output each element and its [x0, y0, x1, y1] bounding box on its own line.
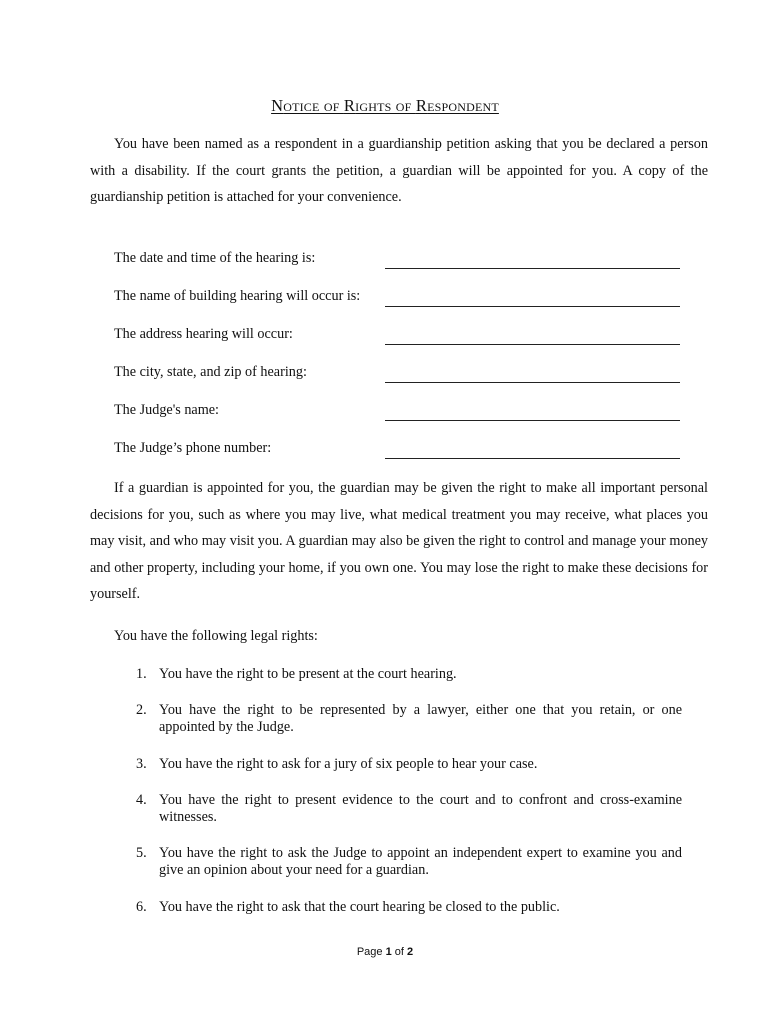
title-part: otice of	[283, 96, 344, 115]
list-text: You have the right to be present at the court hearing.	[159, 666, 457, 682]
list-text: You have the right to ask the Judge to appoint an independent expert to examine you and give an opinion about your need for a guardian.	[159, 845, 682, 878]
fill-in-line[interactable]	[385, 382, 680, 383]
list-number: 2.	[136, 702, 147, 718]
field-label: The name of building hearing will occur is:	[114, 288, 361, 304]
fill-in-line[interactable]	[385, 458, 680, 459]
hearing-address-field	[114, 326, 680, 348]
list-text: You have the right to ask that the court hearing be closed to the public.	[159, 899, 560, 915]
judge-name-field	[114, 402, 680, 424]
field-label: The Judge’s phone number:	[114, 440, 272, 456]
list-text: You have the right to ask for a jury of six people to hear your case.	[159, 756, 538, 772]
list-text: You have the right to be represented by a lawyer, either one that you retain, or one appointed by the Judge.	[159, 702, 682, 735]
title-part: R	[343, 96, 356, 115]
total-page-count: 2	[407, 946, 414, 958]
fill-in-line[interactable]	[385, 420, 680, 421]
list-text: You have the right to present evidence to the court and to confront and cross-examine witnesses.	[159, 792, 682, 825]
title-part: R	[415, 96, 428, 115]
field-label: The address hearing will occur:	[114, 326, 293, 342]
fill-in-line[interactable]	[385, 268, 680, 269]
fill-in-line[interactable]	[385, 344, 680, 345]
field-label: The Judge's name:	[114, 402, 219, 418]
title-part: espondent	[427, 96, 499, 115]
page-word: Page	[356, 946, 383, 958]
list-number: 5.	[136, 845, 147, 861]
document-title	[0, 96, 770, 116]
list-number: 1.	[136, 666, 147, 682]
guardian-paragraph: If a guardian is appointed for you, the guardian may be given the right to make all important personal decisions for you, such as where you may live, what medical treatment you may receive, what places you may visit, and who may visit you. A guardian may also be given the right to control and manage your money and other property, including your home, if you own one. You may lose the right to make these decisions for yourself.	[90, 480, 708, 603]
hearing-building-field	[114, 288, 680, 310]
list-number: 6.	[136, 899, 147, 915]
title-part: ights of	[355, 96, 416, 115]
title-part: N	[271, 96, 284, 115]
list-number: 3.	[136, 756, 147, 772]
hearing-city-field	[114, 364, 680, 386]
hearing-date-field	[114, 250, 680, 272]
field-label: The date and time of the hearing is:	[114, 250, 316, 266]
intro-paragraph: You have been named as a respondent in a guardianship petition asking that you be declared a person with a disability. If the court grants the petition, a guardian will be appointed for you. A copy of the guardianship petition is attached for your convenience.	[90, 136, 708, 206]
of-word: of	[394, 946, 404, 958]
field-label: The city, state, and zip of hearing:	[114, 364, 307, 380]
list-number: 4.	[136, 792, 147, 808]
current-page-number: 1	[385, 946, 392, 958]
judge-phone-field	[114, 440, 680, 462]
rights-intro: You have the following legal rights:	[114, 628, 318, 644]
fill-in-line[interactable]	[385, 306, 680, 307]
page-footer	[0, 946, 770, 958]
